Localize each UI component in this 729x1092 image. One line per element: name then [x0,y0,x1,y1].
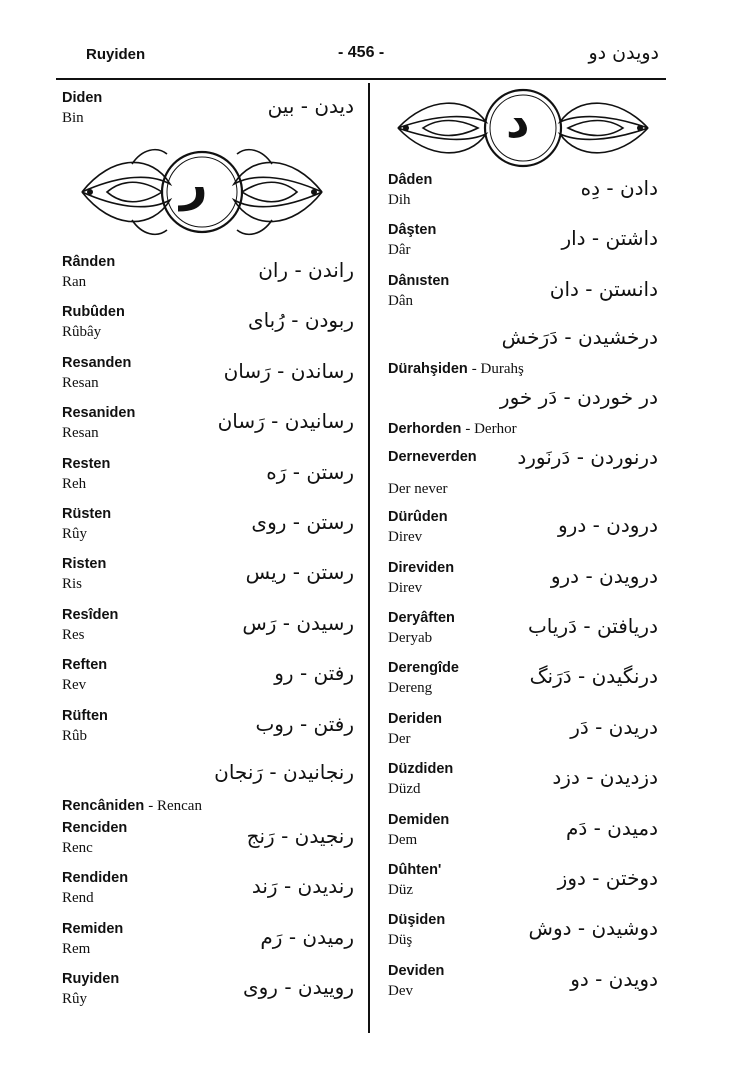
entry [388,220,664,270]
inline-entry [388,419,664,445]
entry-persian: رستن - رَه [266,459,354,484]
persian-only-line [62,756,360,796]
entry [62,655,360,705]
entry-persian: رندیدن - رَند [251,874,354,899]
entry-root: Rûbây [62,324,102,341]
entry-persian: دمیدن - دَم [565,815,658,840]
entry-term: Ruyiden [62,971,120,988]
entry-term: Rânden [62,254,116,270]
entry-persian: رمیدن - رَم [260,924,354,949]
header-rule [56,78,666,80]
entry [388,445,664,507]
entry-root: Ris [62,576,83,593]
column-divider [368,83,370,1033]
ornament-letter: ر [180,156,208,212]
entry-root: Resan [62,425,99,442]
header-guide-word: Ruyiden [86,46,146,63]
entry-persian: دوختن - دوز [557,865,658,890]
entry-root: Rûb [62,727,88,744]
entry-root: Rev [62,677,87,694]
entry-gloss: - Rencan [148,797,202,814]
entry-persian: روییدن - روی [242,975,354,1000]
entry-persian: رسانیدن - رَسان [217,409,354,434]
entry-term: Demiden [388,811,450,828]
right-column [388,88,664,1011]
entry-root: Direv [388,579,423,596]
entry-root: Direv [388,529,423,546]
entry [62,605,360,655]
entry-persian: رستن - روی [251,509,354,534]
entry-root: Düş [388,932,413,949]
entry-root: Der never [388,481,448,498]
entry-term: Derhorden [388,421,462,438]
entry-persian: در خوردن - دَر خور [499,385,658,410]
entry [62,969,360,1019]
entry-persian: درودن - درو [558,513,658,538]
entry-persian: دزدیدن - دزد [552,765,658,790]
entry [388,271,664,321]
entry [62,252,360,302]
inline-entry [62,796,360,818]
entry-root: Res [62,626,85,643]
entry-root: Rend [62,890,94,907]
entry-term: Rendiden [62,870,129,887]
entry-gloss: - Durahş [471,361,524,378]
entry-persian: رستن - ریس [245,560,354,585]
entry-term: Deryâften [388,609,455,626]
entry-term: Risten [62,556,107,573]
entry-persian: دیدن - بین [267,94,354,118]
entry-persian: رسیدن - رَس [242,610,354,635]
entry [62,353,360,403]
entry-term: Resîden [62,606,119,623]
entry-root: Düz [388,881,413,898]
entry-root: Renc [62,839,93,856]
entry-persian: رساندن - رَسان [223,358,354,383]
left-column [62,88,360,1019]
entry [388,507,664,557]
entry-root: Dev [388,982,413,999]
entry-root: Dân [388,292,413,309]
inline-entry [388,359,664,381]
entry-root: Dereng [388,680,433,697]
entry-persian: دریدن - دَر [570,714,658,739]
entry-term: Rüften [62,707,108,724]
entry-term: Deriden [388,710,442,727]
entry [388,961,664,1011]
entry-persian: ربودن - رُبای [247,308,354,333]
entry-root: Bin [62,110,84,126]
page-header [60,40,665,70]
entry-term: Rüsten [62,505,112,522]
entry-term: Resaniden [62,405,136,422]
entry-term: Dâden [388,172,433,188]
entry-term: Deviden [388,962,445,979]
entry [388,759,664,809]
entry-root: Rem [62,940,91,957]
entry [62,88,360,134]
ornament-letter: د [506,94,530,148]
entry [62,868,360,918]
entry [388,709,664,759]
entry-term: Derengîde [388,660,459,677]
entry-term: Renciden [62,819,128,836]
entry-persian: درویدن - درو [550,563,658,588]
entry-persian: رفتن - روب [255,711,354,736]
entry-root: Dih [388,192,411,208]
entry [62,706,360,756]
entry-term: Dûhten' [388,861,442,878]
entry-root: Dem [388,831,418,848]
entry-persian: دانستن - دان [549,276,658,301]
entry-root: Dâr [388,242,411,259]
entry-term: Remiden [62,920,124,937]
entry [62,818,360,868]
entry [388,608,664,658]
entry [388,170,664,220]
entry [388,558,664,608]
inline-entry-text [388,361,524,378]
entry [62,454,360,504]
entry-term: Düşiden [388,912,446,929]
entry-term: Resten [62,455,111,472]
inline-entry-text [388,421,517,438]
entry-term: Dürûden [388,509,448,526]
entry-persian: رنجانیدن - رَنجان [214,759,354,784]
entry-term: Diden [62,90,103,106]
entry-persian: رنجیدن - رَنج [246,823,354,848]
entry-persian: دوشیدن - دوش [528,916,658,941]
entry-root: Reh [62,475,87,492]
entry [62,554,360,604]
header-persian-guide: دویدن دو [588,42,659,64]
entry-root: Rûy [62,991,88,1008]
entry-term: Reften [62,657,108,674]
entry [388,860,664,910]
entry [388,910,664,960]
entry [62,919,360,969]
entry-persian: دادن - دِه [580,176,658,200]
entry-persian: راندن - ران [258,258,354,282]
entry [388,810,664,860]
entry-persian: درخشیدن - دَرَخش [501,325,658,350]
inline-entry-text [62,798,202,815]
entry-persian: دریافتن - دَریاب [527,613,658,638]
entry-root: Düzd [388,781,421,798]
entry-root: Der [388,730,411,747]
entry-term: Rubûden [62,304,125,321]
ornament-letter-ra [62,134,360,252]
entry [388,658,664,708]
entry-persian: رفتن - رو [274,661,354,686]
persian-only-line [388,321,664,359]
entry-term: Dâşten [388,222,437,239]
entry-term: Dânısten [388,272,450,289]
entry-persian: داشتن - دار [561,226,658,251]
entry [62,302,360,352]
entry-term: Derneverden [388,449,477,466]
entry-term: Dürahşiden [388,361,468,378]
entry-persian: دویدن - دو [570,966,658,991]
entry-term: Rencâniden [62,797,145,814]
entry-term: Resanden [62,354,132,371]
entry-persian: درنگیدن - دَرَنگ [529,664,658,689]
entry-root: Resan [62,374,99,391]
entry-term: Direviden [388,559,455,576]
entry-persian: درنوردن - دَرنَورد [517,445,658,470]
entry [62,504,360,554]
ornament-letter-dal [388,88,664,170]
entry-term: Düzdiden [388,761,454,778]
entry-gloss: - Derhor [465,421,517,438]
entry-root: Ran [62,274,87,290]
entry-root: Rûy [62,525,88,542]
entry [62,403,360,453]
page-number: - 456 - [338,44,385,61]
entry-root: Deryab [388,629,433,646]
persian-only-line [388,381,664,419]
